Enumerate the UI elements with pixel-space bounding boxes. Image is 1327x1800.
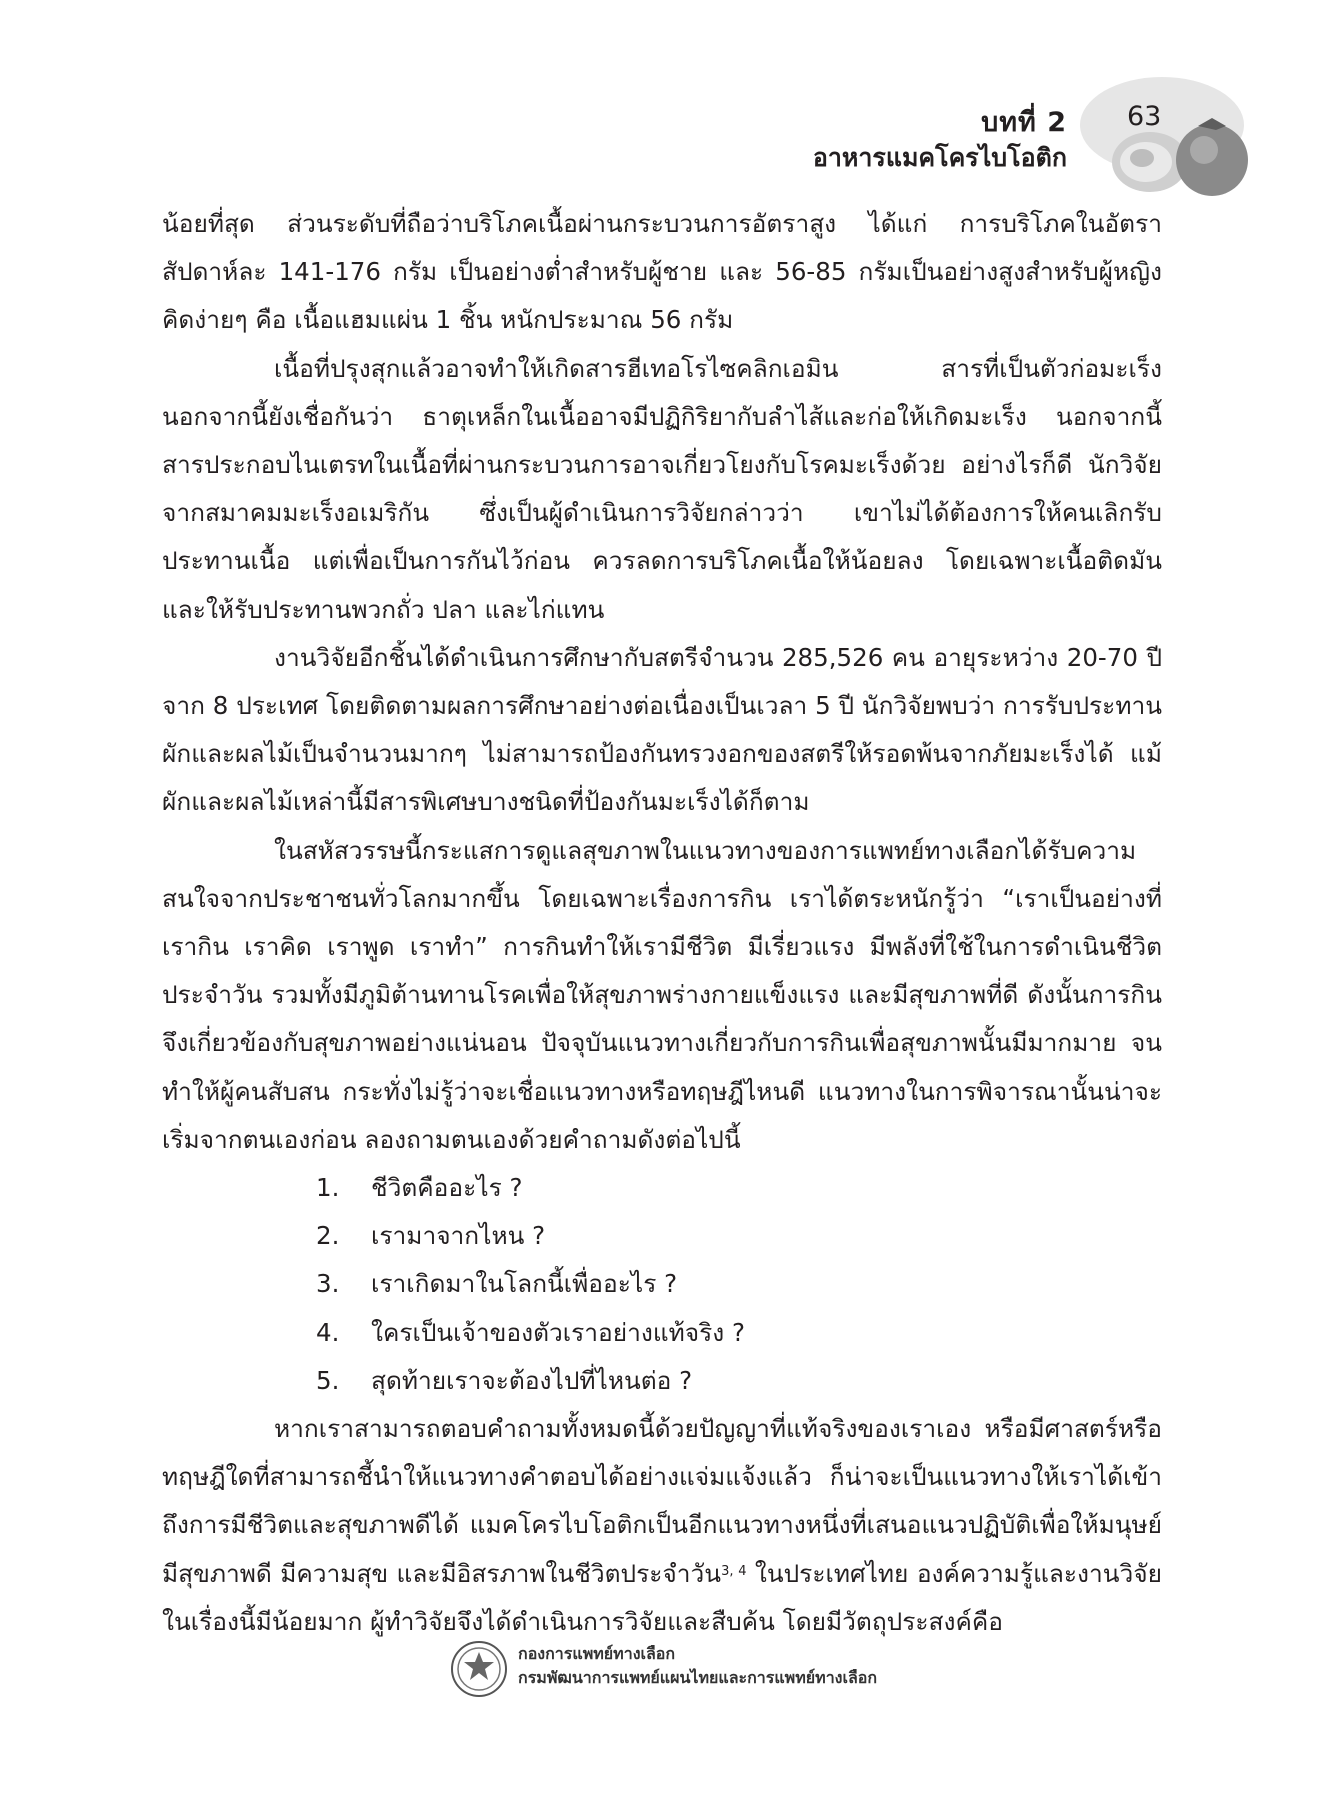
list-item	[316, 1212, 1162, 1260]
list-item-number: 3.	[316, 1269, 340, 1299]
list-item-number: 1.	[316, 1173, 340, 1203]
list-item	[316, 1309, 1162, 1357]
chapter-title: อาหารแมคโครไบโอติก	[812, 143, 1067, 172]
list-item-text: ใครเป็นเจ้าของตัวเราอย่างแท้จริง ?	[371, 1317, 746, 1347]
list-item	[316, 1357, 1162, 1405]
chapter-label: บทที่ 2	[981, 107, 1067, 138]
paragraph-1: น้อยที่สุด ส่วนระดับที่ถือว่าบริโภคเนื้อผ่านกระบวนการอัตราสูง ได้แก่ การบริโภคในอัตราสัปดาห์ละ 141-176 กรัม เป็นอย่างต่ำสำหรับผู้ชาย และ 56-85 กรัมเป็นอย่างสูงสำหรับผู้หญิง คิดง่ายๆ คือ เนื้อแฮมแผ่น 1 ชิ้น หนักประมาณ 56 กรัม	[162, 209, 1162, 335]
paragraph-5-continuation: ในประเทศไทย องค์ความรู้และงานวิจัยในเรื่องนี้มีน้อยมาก ผู้ทำวิจัยจึงได้ดำเนินการวิจัยและสืบค้น โดยมีวัตถุประสงค์คือ	[162, 1558, 1162, 1636]
list-item	[316, 1164, 1162, 1212]
footer-organization	[518, 1642, 877, 1690]
citation-reference: 3, 4	[721, 1563, 747, 1579]
list-item-number: 4.	[316, 1317, 340, 1347]
footer-line-2: กรมพัฒนาการแพทย์แผนไทยและการแพทย์ทางเลือก	[518, 1668, 878, 1687]
paragraph-5	[162, 1405, 1162, 1646]
list-item	[316, 1260, 1162, 1308]
list-item-text: ชีวิตคืออะไร ?	[371, 1173, 523, 1203]
body-text	[162, 200, 1162, 1646]
list-item-text: สุดท้ายเราจะต้องไปที่ไหนต่อ ?	[371, 1365, 693, 1395]
paragraph-4: ในสหัสวรรษนี้กระแสการดูแลสุขภาพในแนวทางของการแพทย์ทางเลือกได้รับความสนใจจากประชาชนทั่วโลกมากขึ้น โดยเฉพาะเรื่องการกิน เราได้ตระหนักรู้ว่า “เราเป็นอย่างที่เรากิน เราคิด เราพูด เราทำ” การกินทำให้เรามีชีวิต มีเรี่ยวแรง มีพลังที่ใช้ในการดำเนินชีวิตประจำวัน รวมทั้งมีภูมิต้านทานโรคเพื่อให้สุขภาพร่างกายแข็งแรง และมีสุขภาพที่ดี ดังนั้นการกินจึงเกี่ยวข้องกับสุขภาพอย่างแน่นอน ปัจจุบันแนวทางเกี่ยวกับการกินเพื่อสุขภาพนั้นมีมากมาย จนทำให้ผู้คนสับสน กระทั่งไม่รู้ว่าจะเชื่อแนวทางหรือทฤษฎีไหนดี แนวทางในการพิจารณานั้นน่าจะเริ่มจากตนเองก่อน ลองถามตนเองด้วยคำถามดังต่อไปนี้	[162, 835, 1162, 1154]
list-item-text: เราเกิดมาในโลกนี้เพื่ออะไร ?	[371, 1269, 678, 1299]
department-seal-icon	[450, 1640, 508, 1698]
paragraph-2: เนื้อที่ปรุงสุกแล้วอาจทำให้เกิดสารฮีเทอโรไซคลิกเอมิน สารที่เป็นตัวก่อมะเร็ง นอกจากนี้ยังเชื่อกันว่า ธาตุเหล็กในเนื้ออาจมีปฏิกิริยากับลำไส้และก่อให้เกิดมะเร็ง นอกจากนี้สารประกอบไนเตรทในเนื้อที่ผ่านกระบวนการอาจเกี่ยวโยงกับโรคมะเร็งด้วย อย่างไรก็ดี นักวิจัยจากสมาคมมะเร็งอเมริกัน ซึ่งเป็นผู้ดำเนินการวิจัยกล่าวว่า เขาไม่ได้ต้องการให้คนเลิกรับประทานเนื้อ แต่เพื่อเป็นการกันไว้ก่อน ควรลดการบริโภคเนื้อให้น้อยลง โดยเฉพาะเนื้อติดมัน และให้รับประทานพวกถั่ว ปลา และไก่แทน	[162, 353, 1162, 624]
paragraph-5-text: หากเราสามารถตอบคำถามทั้งหมดนี้ด้วยปัญญาที่แท้จริงของเราเอง หรือมีศาสตร์หรือทฤษฎีใดที่สามารถชี้นำให้แนวทางคำตอบได้อย่างแจ่มแจ้งแล้ว ก็น่าจะเป็นแนวทางให้เราได้เข้าถึงการมีชีวิตและสุขภาพดีได้ แมคโครไบโอติกเป็นอีกแนวทางหนึ่งที่เสนอแนวปฏิบัติเพื่อให้มนุษย์มีสุขภาพดี มีความสุข และมีอิสรภาพในชีวิตประจำวัน	[162, 1414, 1162, 1588]
list-item-text: เรามาจากไหน ?	[371, 1221, 546, 1251]
list-item-number: 2.	[316, 1221, 340, 1251]
vegetable-illustration-icon	[1080, 70, 1270, 200]
page-number: 63	[1127, 101, 1162, 132]
list-item-number: 5.	[316, 1365, 340, 1395]
question-list	[162, 1164, 1162, 1405]
paragraph-3: งานวิจัยอีกชิ้นได้ดำเนินการศึกษากับสตรีจำนวน 285,526 คน อายุระหว่าง 20-70 ปี จาก 8 ประเทศ โดยติดตามผลการศึกษาอย่างต่อเนื่องเป็นเวลา 5 ปี นักวิจัยพบว่า การรับประทานผักและผลไม้เป็นจำนวนมากๆ ไม่สามารถป้องกันทรวงอกของสตรีให้รอดพ้นจากภัยมะเร็งได้ แม้ผักและผลไม้เหล่านี้มีสารพิเศษบางชนิดที่ป้องกันมะเร็งได้ก็ตาม	[162, 642, 1162, 817]
footer-line-1: กองการแพทย์ทางเลือก	[518, 1644, 676, 1663]
